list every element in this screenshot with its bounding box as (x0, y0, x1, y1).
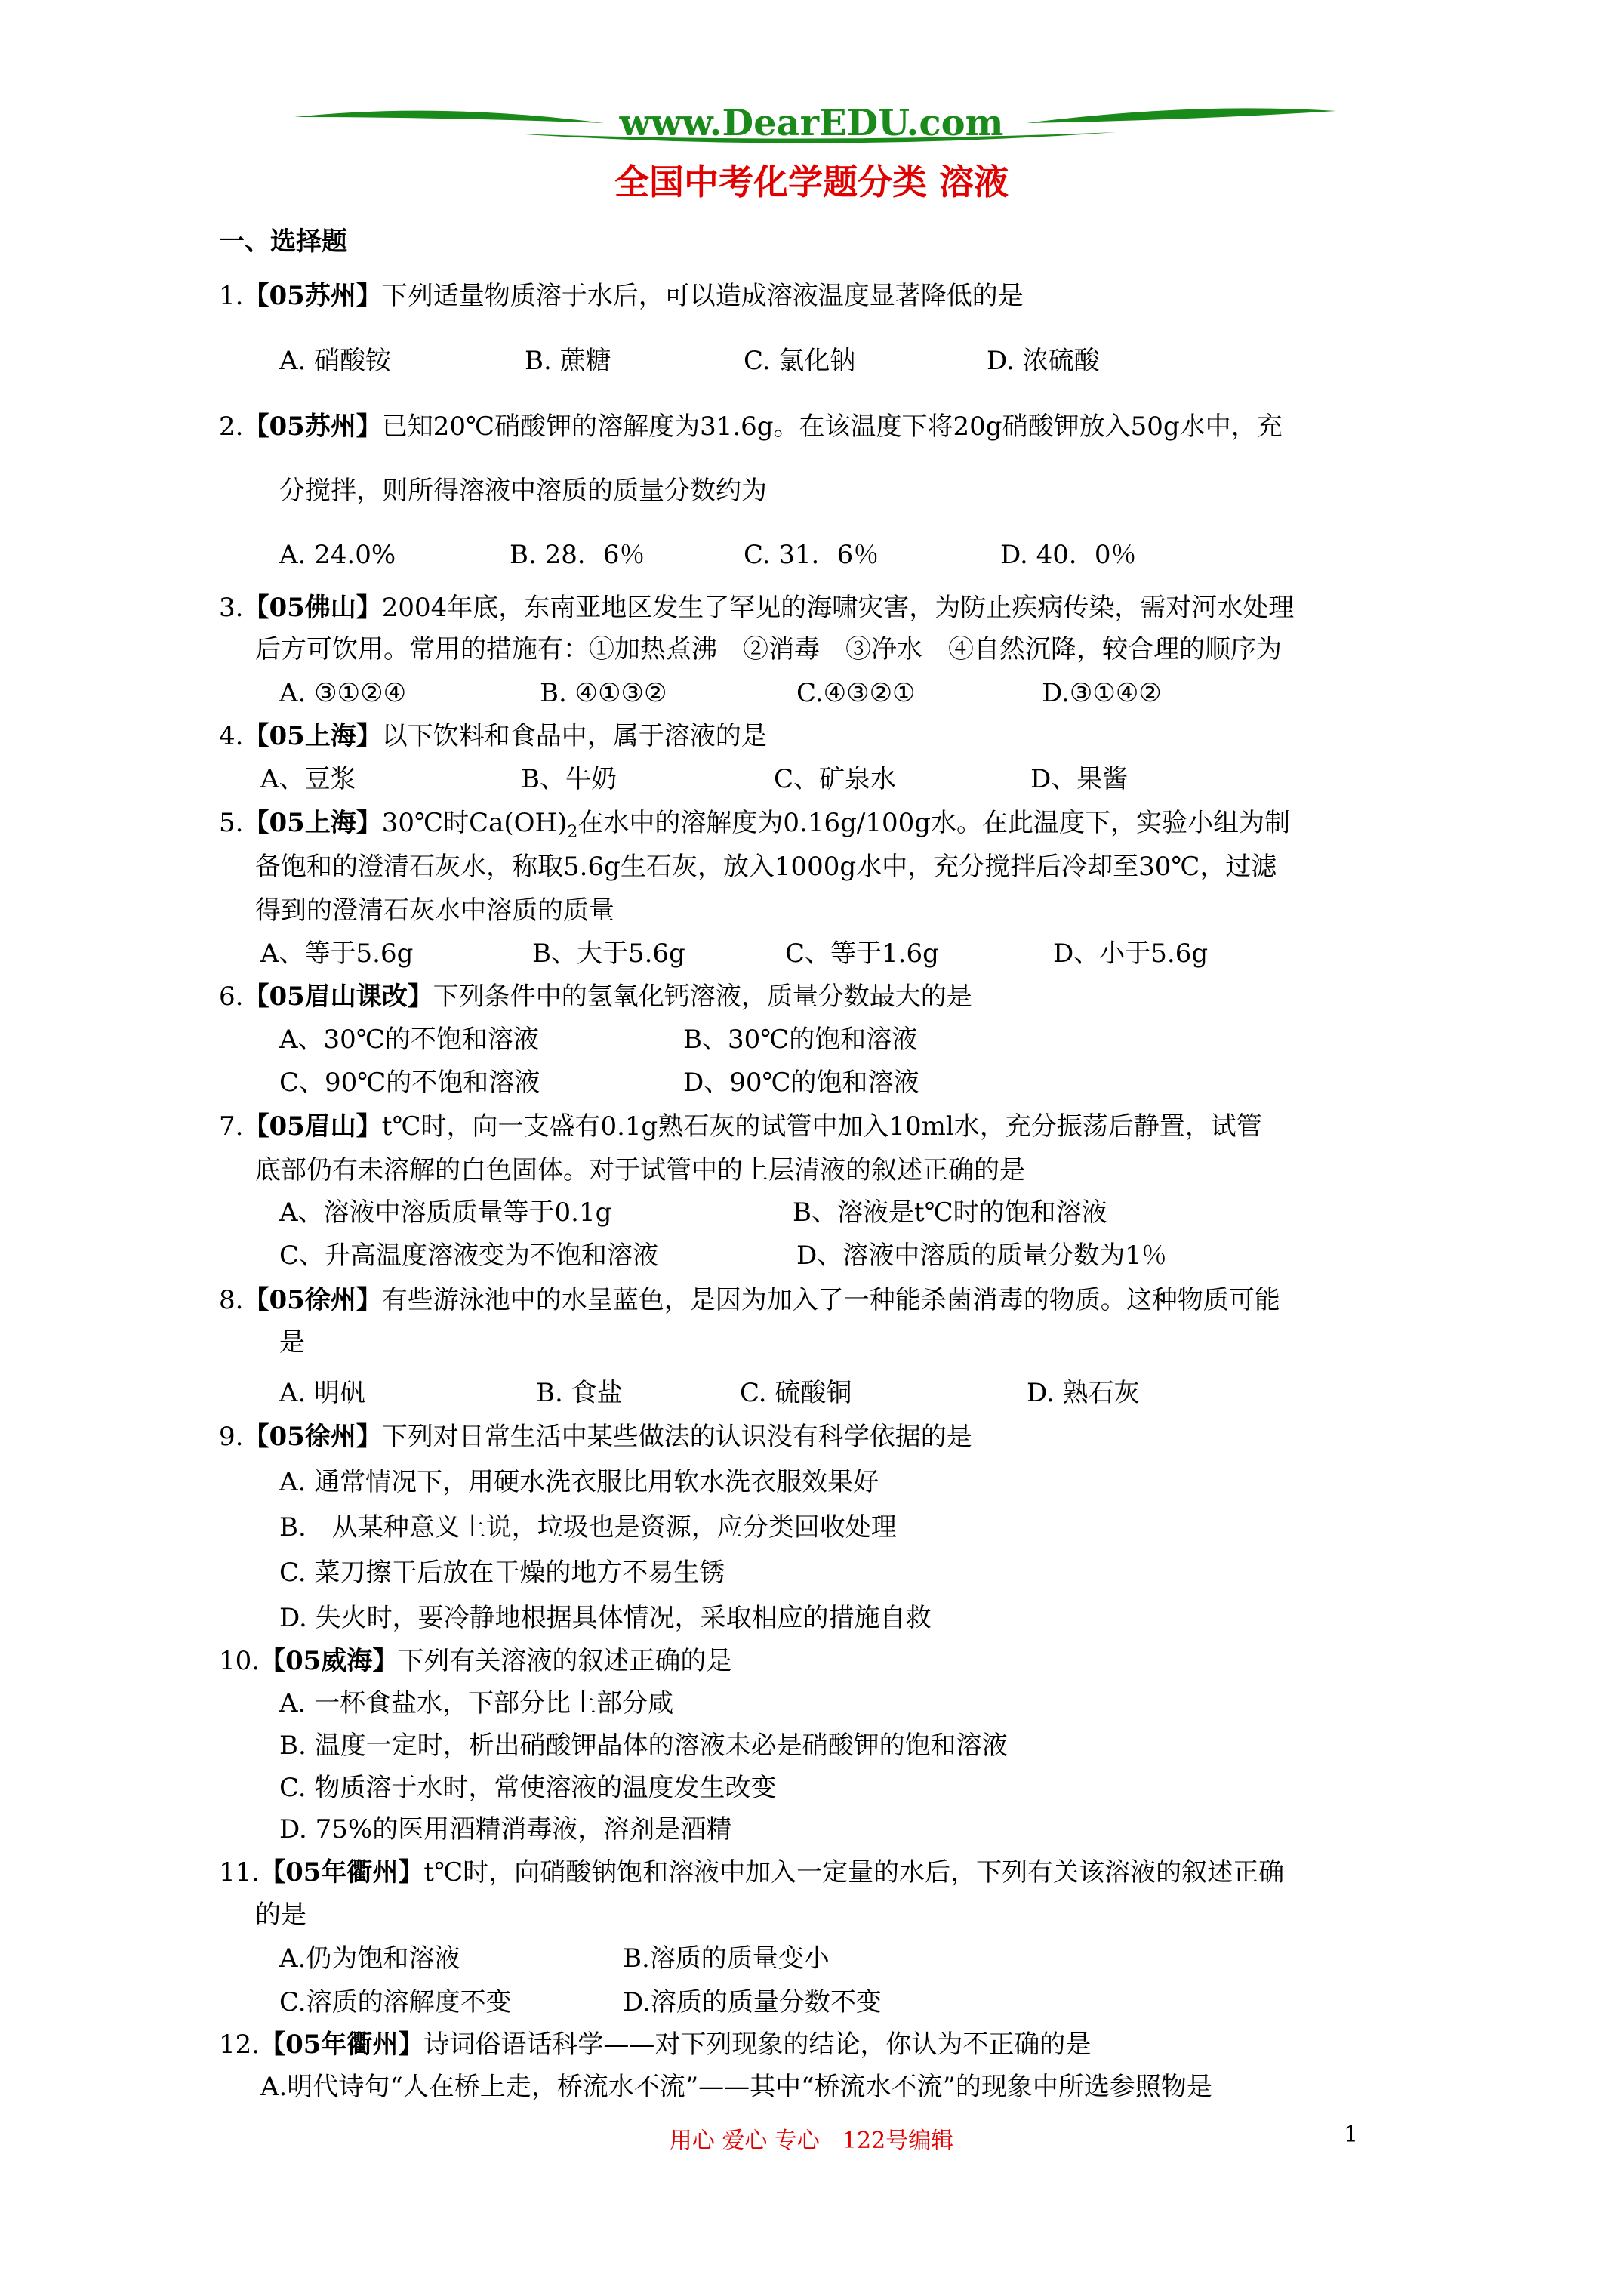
question-source: 【05苏州】 (243, 281, 382, 311)
question-source: 【05眉山课改】 (243, 982, 433, 1012)
option: D.③①④② (1042, 678, 1162, 708)
option: A、等于5.6g (260, 938, 414, 969)
question-source: 【05苏州】 (243, 411, 382, 442)
option: C. 硫酸铜 (740, 1378, 852, 1408)
option: B. ④①③② (540, 678, 667, 708)
question-text-cont: 分搅拌，则所得溶液中溶质的质量分数约为 (279, 476, 767, 506)
question-text: 下列对日常生活中某些做法的认识没有科学依据的是 (381, 1422, 972, 1452)
option: D、溶液中溶质的质量分数为1％ (796, 1240, 1167, 1271)
option: B. 从某种意义上说，垃圾也是资源，应分类回收处理 (279, 1512, 897, 1542)
question-source: 【05年衢州】 (260, 1857, 424, 1888)
option: A.仍为饱和溶液 (279, 1943, 460, 1974)
question-source: 【05年衢州】 (260, 2029, 424, 2060)
option: C.④③②① (796, 678, 916, 708)
question-4 (219, 721, 767, 751)
question-source: 【05徐州】 (243, 1422, 382, 1452)
option: B. 食盐 (536, 1378, 623, 1408)
option: A. 明矾 (279, 1378, 366, 1408)
option: D.溶质的质量分数不变 (623, 1987, 882, 2017)
question-12 (219, 2029, 1091, 2060)
option: D. 熟石灰 (1027, 1378, 1140, 1408)
question-number: 6. (219, 982, 244, 1012)
question-number: 9. (219, 1422, 244, 1452)
question-number: 11. (219, 1857, 260, 1888)
option: B. 温度一定时，析出硝酸钾晶体的溶液未必是硝酸钾的饱和溶液 (279, 1730, 1008, 1761)
question-text: 下列适量物质溶于水后，可以造成溶液温度显著降低的是 (381, 281, 1024, 311)
question-text: 下列有关溶液的叙述正确的是 (398, 1646, 732, 1676)
question-text-cont: 是 (279, 1327, 305, 1358)
option: C. 31．6％ (744, 540, 879, 570)
subscript: 2 (567, 822, 578, 842)
question-3 (219, 593, 1294, 623)
question-text-cont: 后方可饮用。常用的措施有：①加热煮沸 ②消毒 ③净水 ④自然沉降，较合理的顺序为 (255, 634, 1282, 664)
option: A. ③①②④ (279, 678, 407, 708)
option: A. 通常情况下，用硬水洗衣服比用软水洗衣服效果好 (279, 1467, 879, 1497)
question-text-cont: 底部仍有未溶解的白色固体。对于试管中的上层清液的叙述正确的是 (255, 1155, 1025, 1185)
option: A. 24.0% (279, 540, 396, 570)
question-number: 5. (219, 808, 244, 838)
question-text: 2004年底，东南亚地区发生了罕见的海啸灾害，为防止疾病传染，需对河水处理 (381, 593, 1295, 623)
question-text-cont: 得到的澄清石灰水中溶质的质量 (255, 895, 614, 926)
question-number: 2. (219, 411, 244, 442)
option: D. 失火时，要冷静地根据具体情况，采取相应的措施自救 (279, 1603, 932, 1633)
option: A、30℃的不饱和溶液 (279, 1025, 539, 1055)
option: C、矿泉水 (774, 764, 897, 794)
question-7 (219, 1111, 1262, 1142)
option: D、小于5.6g (1053, 938, 1209, 969)
question-6 (219, 982, 972, 1012)
question-number: 7. (219, 1111, 244, 1142)
question-number: 10. (219, 1646, 260, 1676)
question-source: 【05威海】 (260, 1646, 399, 1676)
question-8 (219, 1285, 1280, 1315)
option: D. 浓硫酸 (987, 346, 1100, 376)
option: D. 75%的医用酒精消毒液，溶剂是酒精 (279, 1814, 732, 1845)
question-1 (219, 281, 1024, 311)
question-text: 以下饮料和食品中，属于溶液的是 (381, 721, 767, 751)
question-source: 【05上海】 (243, 721, 382, 751)
question-text: 30℃时Ca(OH) (381, 808, 568, 838)
page-footer: 用心 爱心 专心 122号编辑 (669, 2128, 954, 2154)
option: A、豆浆 (260, 764, 356, 794)
option: D. 40．0％ (1000, 540, 1137, 570)
option: A. 硝酸铵 (279, 346, 392, 376)
option: B、溶液是t℃时的饱和溶液 (793, 1197, 1107, 1228)
question-text: 已知20℃硝酸钾的溶解度为31.6g。在该温度下将20g硝酸钾放入50g水中，充 (381, 411, 1283, 442)
option: D、90℃的饱和溶液 (683, 1068, 919, 1098)
question-number: 8. (219, 1285, 244, 1315)
option: B. 28．6％ (510, 540, 645, 570)
question-text: 诗词俗语话科学——对下列现象的结论，你认为不正确的是 (423, 2029, 1092, 2060)
site-logo-text[interactable]: www.DearEDU.com (619, 102, 1004, 144)
question-source: 【05徐州】 (243, 1285, 382, 1315)
question-text: 有些游泳池中的水呈蓝色，是因为加入了一种能杀菌消毒的物质。这种物质可能 (381, 1285, 1280, 1315)
option: B、大于5.6g (532, 938, 685, 969)
question-text-cont: 备饱和的澄清石灰水，称取5.6g生石灰，放入1000g水中，充分搅拌后冷却至30℃，过滤 (255, 852, 1277, 882)
question-text: t℃时，向一支盛有0.1g熟石灰的试管中加入10ml水，充分振荡后静置，试管 (381, 1111, 1262, 1142)
option: A、溶液中溶质质量等于0.1g (279, 1197, 612, 1228)
question-source: 【05佛山】 (243, 593, 382, 623)
option: C、升高温度溶液变为不饱和溶液 (279, 1240, 659, 1271)
question-number: 12. (219, 2029, 260, 2060)
option: A.明代诗句“人在桥上走，桥流水不流”——其中“桥流水不流”的现象中所选参照物是 (260, 2072, 1212, 2102)
section-heading: 一、选择题 (219, 227, 347, 257)
question-2 (219, 411, 1283, 442)
question-number: 4. (219, 721, 244, 751)
question-source: 【05上海】 (243, 808, 382, 838)
question-number: 3. (219, 593, 244, 623)
question-10 (219, 1646, 731, 1676)
option: C. 菜刀擦干后放在干燥的地方不易生锈 (279, 1558, 725, 1588)
question-text-cont: 的是 (255, 1900, 306, 1930)
option: C.溶质的溶解度不变 (279, 1987, 512, 2017)
option: B、牛奶 (521, 764, 617, 794)
question-11 (219, 1857, 1284, 1888)
question-number: 1. (219, 281, 244, 311)
option: C、等于1.6g (785, 938, 939, 969)
option: C. 氯化钠 (744, 346, 856, 376)
option: A. 一杯食盐水，下部分比上部分咸 (279, 1688, 674, 1718)
question-9 (219, 1422, 972, 1452)
option: B、30℃的饱和溶液 (683, 1025, 918, 1055)
question-5 (219, 808, 1291, 842)
option: D、果酱 (1030, 764, 1129, 794)
question-source: 【05眉山】 (243, 1111, 382, 1142)
option: B.溶质的质量变小 (623, 1943, 830, 1974)
question-text: 在水中的溶解度为0.16g/100g水。在此温度下，实验小组为制 (577, 808, 1291, 838)
question-text: t℃时，向硝酸钠饱和溶液中加入一定量的水后，下列有关该溶液的叙述正确 (423, 1857, 1285, 1888)
page-title: 全国中考化学题分类 溶液 (614, 162, 1009, 202)
page-number: 1 (1344, 2122, 1359, 2148)
option: B. 蔗糖 (525, 346, 611, 376)
option: C、90℃的不饱和溶液 (279, 1068, 540, 1098)
question-text: 下列条件中的氢氧化钙溶液，质量分数最大的是 (433, 982, 972, 1012)
option: C. 物质溶于水时，常使溶液的温度发生改变 (279, 1773, 777, 1803)
